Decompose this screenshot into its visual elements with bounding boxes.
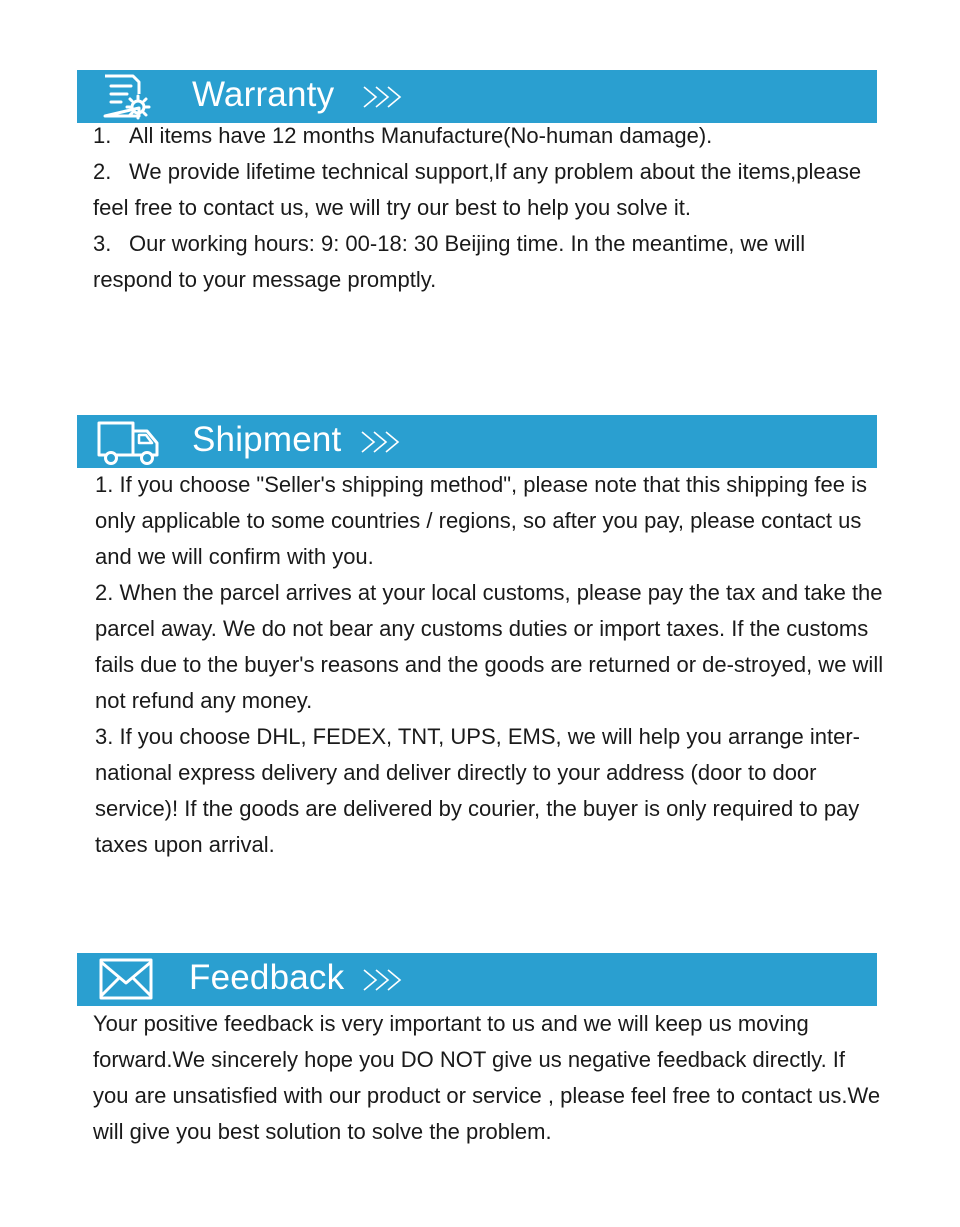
feedback-banner — [77, 953, 877, 1006]
shipment-list — [95, 467, 885, 863]
feedback-text: Your positive feedback is very important to us and we will keep us moving forward.We sincerely hope you DO NOT give us negative feedback directly. If you are unsatisfied with our product or service , please feel free to contact us.We will give you best solution to solve the problem. — [93, 1011, 881, 1144]
feedback-text-block — [93, 1006, 883, 1150]
delivery-truck-icon — [95, 415, 157, 468]
shipment-banner — [77, 415, 877, 468]
document-gear-icon — [95, 70, 157, 123]
warranty-title: Warranty — [192, 75, 335, 114]
chevrons-right-icon — [362, 84, 412, 110]
chevrons-right-icon — [360, 429, 410, 455]
feedback-title: Feedback — [189, 958, 345, 997]
envelope-icon — [95, 953, 157, 1006]
list-item: 3. Our working hours: 9: 00-18: 30 Beijing time. In the meantime, we will respond to your message promptly. — [93, 231, 806, 292]
shipment-title: Shipment — [192, 420, 342, 459]
list-item: 2. We provide lifetime technical support,If any problem about the items,please feel free to contact us, we will try our best to help you solve it. — [93, 159, 862, 220]
list-item: 3. If you choose DHL, FEDEX, TNT, UPS, EMS, we will help you arrange inter-national express delivery and deliver directly to your address (door to door service)! If the goods are delivered by courier, the buyer is only required to pay taxes upon arrival. — [95, 724, 861, 857]
warranty-list — [93, 118, 883, 298]
chevrons-right-icon — [362, 967, 412, 993]
list-item: 2. When the parcel arrives at your local customs, please pay the tax and take the parcel away. We do not bear any customs duties or import taxes. If the customs fails due to the buyer's reasons and the goods are returned or de-stroyed, we will not refund any money. — [95, 580, 884, 713]
list-item: 1. If you choose "Seller's shipping method", please note that this shipping fee is only applicable to some countries / regions, so after you pay, please contact us and we will confirm with you. — [95, 472, 867, 569]
list-item: 1. All items have 12 months Manufacture(No-human damage). — [93, 123, 713, 148]
warranty-banner — [77, 70, 877, 123]
